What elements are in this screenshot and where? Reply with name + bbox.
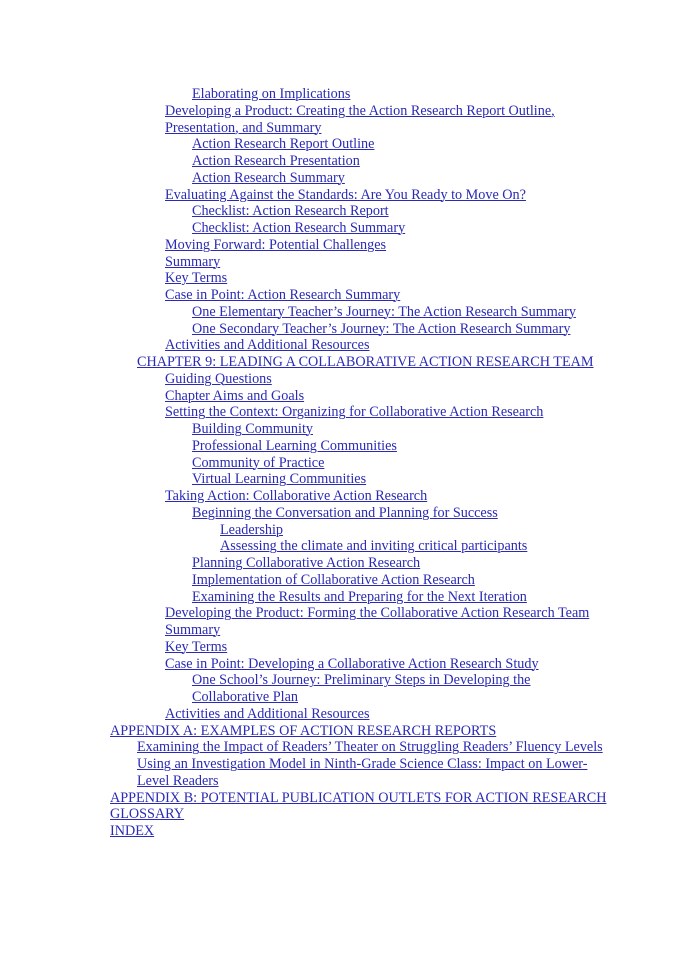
toc-entry-plc[interactable] (0, 438, 700, 455)
toc-link[interactable]: Elaborating on Implications (192, 86, 351, 102)
toc-entry-elementary-teacher-journey[interactable] (0, 304, 700, 321)
toc-link[interactable]: Action Research Summary (192, 169, 345, 186)
toc-entry-building-community[interactable] (0, 421, 700, 438)
toc-link[interactable]: Chapter Aims and Goals (165, 387, 305, 404)
toc-entry-examining-results[interactable] (0, 589, 700, 606)
toc-entry-moving-forward[interactable] (0, 237, 700, 254)
toc-entry-developing-a-product[interactable] (0, 103, 620, 137)
toc-entry-taking-action[interactable] (0, 488, 700, 505)
toc-entry-community-of-practice[interactable] (0, 455, 700, 472)
toc-entry-key-terms-ch9[interactable] (0, 639, 700, 656)
toc-entry-virtual-learning[interactable] (0, 471, 700, 488)
toc-entry-chapter-9[interactable] (0, 354, 700, 371)
toc-entry-report-outline[interactable] (0, 136, 700, 153)
toc-entry-checklist-summary[interactable] (0, 220, 700, 237)
toc-link[interactable]: Implementation of Collaborative Action Research (192, 571, 475, 588)
toc-entry-planning-car[interactable] (0, 555, 700, 572)
toc-entry-appendix-a[interactable] (0, 723, 700, 740)
toc-entry-case-in-point-ch9[interactable] (0, 656, 700, 673)
toc-entry-secondary-teacher-journey[interactable] (0, 321, 700, 338)
toc-entry-key-terms-ch8[interactable] (0, 270, 700, 287)
toc-link[interactable]: Guiding Questions (165, 370, 272, 387)
toc-link[interactable]: Summary (165, 253, 221, 270)
toc-entry-elaborating-on-implications[interactable] (0, 86, 700, 103)
toc-entry-checklist-report[interactable] (0, 203, 700, 220)
toc-entry-one-school-journey[interactable] (0, 672, 604, 706)
toc-link[interactable]: Examining the Results and Preparing for the Next Iteration (192, 588, 527, 605)
toc-entry-evaluating-against-standards[interactable] (0, 187, 700, 204)
toc-entry-leadership[interactable] (0, 522, 700, 539)
toc-link[interactable]: Building Community (192, 421, 314, 437)
toc-entry-appendix-b[interactable] (0, 790, 700, 807)
toc-link[interactable]: Developing a Product: Creating the Action Research Report Outline, Presentation, and Summary (165, 102, 555, 136)
toc-entry-assessing-climate[interactable] (0, 538, 700, 555)
toc-entry-beginning-conversation[interactable] (0, 505, 700, 522)
toc-entry-action-research-summary[interactable] (0, 170, 700, 187)
toc-link[interactable]: Examining the Impact of Readers’ Theater on Struggling Readers’ Fluency Levels (137, 739, 603, 756)
toc-link[interactable]: CHAPTER 9: LEADING A COLLABORATIVE ACTION RESEARCH TEAM (137, 354, 594, 370)
toc-link[interactable]: Professional Learning Communities (192, 437, 397, 454)
toc-entry-presentation[interactable] (0, 153, 700, 170)
toc-link[interactable]: Activities and Additional Resources (165, 337, 370, 354)
toc-entry-activities-ch8[interactable] (0, 337, 700, 354)
toc-entry-summary-ch8[interactable] (0, 254, 700, 271)
toc-link[interactable]: APPENDIX A: EXAMPLES OF ACTION RESEARCH REPORTS (110, 722, 497, 739)
toc-link[interactable]: Summary (165, 622, 221, 638)
toc-entry-guiding-questions[interactable] (0, 371, 700, 388)
toc-entry-chapter-aims[interactable] (0, 388, 700, 405)
toc-link[interactable]: Using an Investigation Model in Ninth-Grade Science Class: Impact on Lower-Level Readers (137, 756, 588, 789)
toc-link[interactable]: Moving Forward: Potential Challenges (165, 236, 387, 253)
toc-entry-investigation-model[interactable] (0, 756, 612, 790)
toc-link[interactable]: Taking Action: Collaborative Action Research (165, 488, 428, 504)
toc-link[interactable]: One School’s Journey: Preliminary Steps in Developing the Collaborative Plan (192, 672, 531, 705)
toc-link[interactable]: Leadership (220, 521, 284, 538)
toc-entry-developing-the-product[interactable] (0, 605, 700, 622)
table-of-contents (0, 86, 700, 840)
toc-link[interactable]: Planning Collaborative Action Research (192, 555, 421, 571)
toc-link[interactable]: Community of Practice (192, 454, 325, 471)
toc-link[interactable]: One Elementary Teacher’s Journey: The Action Research Summary (192, 303, 576, 320)
toc-link[interactable]: Assessing the climate and inviting critical participants (220, 538, 528, 555)
toc-link[interactable]: INDEX (110, 823, 155, 839)
toc-link[interactable]: Action Research Report Outline (192, 136, 375, 153)
toc-entry-readers-theater[interactable] (0, 739, 700, 756)
toc-link[interactable]: Activities and Additional Resources (165, 705, 370, 722)
toc-link[interactable]: APPENDIX B: POTENTIAL PUBLICATION OUTLETS FOR ACTION RESEARCH (110, 789, 607, 806)
toc-link[interactable]: Case in Point: Action Research Summary (165, 287, 401, 303)
toc-link[interactable]: Key Terms (165, 270, 228, 287)
toc-entry-activities-ch9[interactable] (0, 706, 700, 723)
toc-entry-glossary[interactable] (0, 806, 700, 823)
toc-entry-setting-context[interactable] (0, 404, 700, 421)
toc-link[interactable]: Setting the Context: Organizing for Collaborative Action Research (165, 404, 544, 421)
toc-link[interactable]: One Secondary Teacher’s Journey: The Action Research Summary (192, 320, 571, 337)
toc-link[interactable]: Case in Point: Developing a Collaborative Action Research Study (165, 655, 539, 672)
toc-entry-case-in-point-ch8[interactable] (0, 287, 700, 304)
toc-link[interactable]: Developing the Product: Forming the Collaborative Action Research Team (165, 605, 590, 622)
toc-link[interactable]: Evaluating Against the Standards: Are You Ready to Move On? (165, 186, 526, 203)
toc-link[interactable]: GLOSSARY (110, 806, 185, 823)
toc-entry-index[interactable] (0, 823, 700, 840)
toc-link[interactable]: Beginning the Conversation and Planning for Success (192, 504, 498, 521)
toc-entry-summary-ch9[interactable] (0, 622, 700, 639)
toc-link[interactable]: Action Research Presentation (192, 153, 360, 169)
toc-link[interactable]: Checklist: Action Research Report (192, 203, 389, 220)
toc-entry-implementation-car[interactable] (0, 572, 700, 589)
toc-link[interactable]: Virtual Learning Communities (192, 471, 367, 488)
toc-link[interactable]: Key Terms (165, 638, 228, 655)
toc-link[interactable]: Checklist: Action Research Summary (192, 220, 406, 236)
